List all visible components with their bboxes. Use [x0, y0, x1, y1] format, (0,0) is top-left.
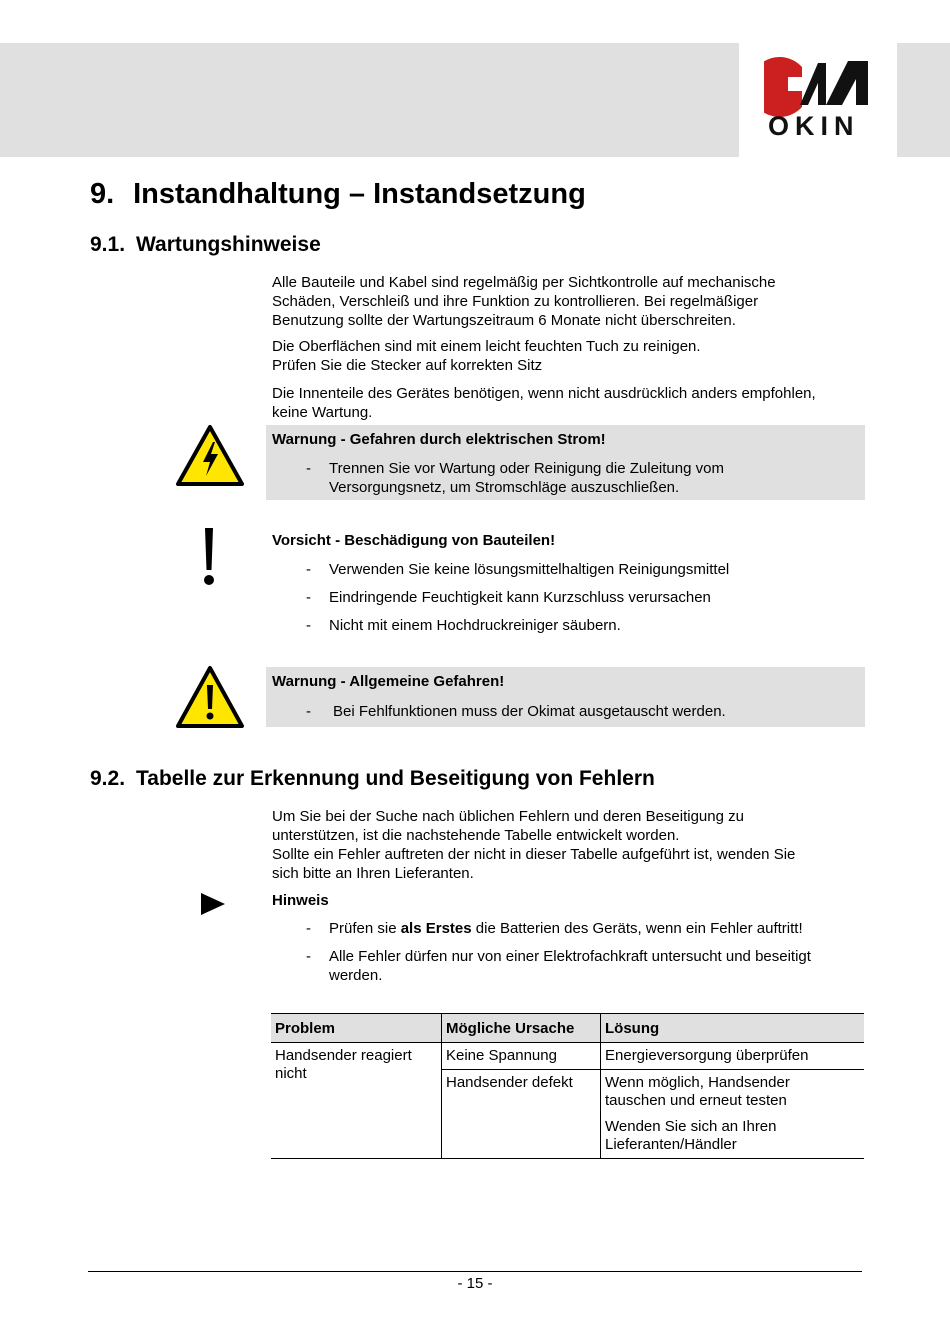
- text-line: Sollte ein Fehler auftreten der nicht in dieser Tabelle aufgeführt ist, wenden Sie: [272, 846, 796, 863]
- solution-cell: [601, 1070, 865, 1115]
- column-header: Mögliche Ursache: [442, 1014, 601, 1043]
- text-line: Wenn möglich, Handsender: [605, 1074, 790, 1091]
- dash: -: [306, 920, 311, 937]
- fault-table-intro: [272, 807, 862, 883]
- fault-table: [271, 1013, 864, 1159]
- text-line: Die Innenteile des Gerätes benötigen, wenn nicht ausdrücklich anders empfohlen,: [272, 385, 816, 402]
- subsection-number: 9.1.: [90, 233, 126, 256]
- dash: -: [306, 948, 311, 965]
- text-line: Alle Bauteile und Kabel sind regelmäßig per Sichtkontrolle auf mechanische: [272, 274, 776, 291]
- caution-title: Vorsicht - Beschädigung von Bauteilen!: [272, 532, 556, 549]
- text-line: Versorgungsnetz, um Stromschläge auszuschließen.: [329, 479, 680, 496]
- dash: -: [306, 561, 311, 578]
- text-line: keine Wartung.: [272, 404, 373, 421]
- text-line: Alle Fehler dürfen nur von einer Elektrofachkraft untersucht und beseitigt: [329, 948, 811, 965]
- header-band: [0, 43, 739, 157]
- note-text-part: Prüfen sie: [329, 920, 401, 937]
- subsection-title-text: Wartungshinweise: [136, 233, 321, 256]
- general-warning-box: [266, 667, 865, 727]
- subsection-title-text: Tabelle zur Erkennung und Beseitigung von Fehlern: [136, 767, 655, 790]
- problem-cell: [271, 1043, 442, 1159]
- electrical-hazard-icon: [175, 424, 245, 487]
- dash: -: [306, 617, 311, 634]
- logo-text: OKIN: [768, 111, 860, 141]
- caution-item-text: Eindringende Feuchtigkeit kann Kurzschluss verursachen: [329, 589, 711, 606]
- text-line: Handsender reagiert: [275, 1047, 412, 1064]
- note-text-part: die Batterien des Geräts, wenn ein Fehler auftritt!: [471, 920, 803, 937]
- column-header: Problem: [271, 1014, 442, 1043]
- text-line: Prüfen Sie die Stecker auf korrekten Sitz: [272, 357, 543, 374]
- maintenance-paragraph-1: [272, 273, 862, 330]
- text-line: Die Oberflächen sind mit einem leicht feuchten Tuch zu reinigen.: [272, 338, 701, 355]
- text-line: unterstützen, ist die nachstehende Tabelle entwickelt worden.: [272, 827, 680, 844]
- section-number: 9.: [90, 178, 115, 210]
- exclamation-icon: [198, 526, 220, 588]
- warning-title: Warnung - Gefahren durch elektrischen Strom!: [272, 431, 606, 448]
- cause-cell: Handsender defekt: [442, 1070, 601, 1159]
- caution-item-text: Nicht mit einem Hochdruckreiniger säubern.: [329, 617, 621, 634]
- subsection-number: 9.2.: [90, 767, 126, 790]
- section-title-text: Instandhaltung – Instandsetzung: [133, 178, 586, 210]
- note-title: Hinweis: [272, 892, 329, 909]
- text-line: Benutzung sollte der Wartungszeitraum 6 Monate nicht überschreiten.: [272, 312, 736, 329]
- subsection-9-1-title: [90, 233, 321, 257]
- text-line: Wenden Sie sich an Ihren: [605, 1118, 777, 1135]
- text-line: nicht: [275, 1065, 307, 1082]
- warning-title: Warnung - Allgemeine Gefahren!: [272, 673, 505, 690]
- section-title: [90, 178, 586, 211]
- caution-item-text: Verwenden Sie keine lösungsmittelhaltigen Reinigungsmittel: [329, 561, 730, 578]
- note-text-bold: als Erstes: [400, 920, 472, 937]
- column-header: Lösung: [601, 1014, 865, 1043]
- text-line: Trennen Sie vor Wartung oder Reinigung die Zuleitung vom: [329, 460, 724, 477]
- text-line: tauschen und erneut testen: [605, 1092, 787, 1109]
- warning-item-text: Bei Fehlfunktionen muss der Okimat ausgetauscht werden.: [333, 703, 726, 720]
- text-line: Um Sie bei der Suche nach üblichen Fehlern und deren Beseitigung zu: [272, 808, 744, 825]
- electrical-warning-box: [266, 425, 865, 500]
- text-line: Schäden, Verschleiß und ihre Funktion zu kontrollieren. Bei regelmäßiger: [272, 293, 759, 310]
- text-line: sich bitte an Ihren Lieferanten.: [272, 865, 474, 882]
- text-line: werden.: [329, 967, 383, 984]
- dash: -: [306, 703, 311, 720]
- general-warning-icon: [175, 665, 245, 729]
- text-line: Lieferanten/Händler: [605, 1136, 737, 1153]
- dash: -: [306, 589, 311, 606]
- page-number: - 15 -: [457, 1275, 493, 1292]
- maintenance-paragraph-3: [272, 384, 862, 422]
- subsection-9-2-title: [90, 767, 655, 791]
- table-header-row: [271, 1014, 864, 1043]
- table-row: [271, 1043, 864, 1070]
- footer-divider: [88, 1271, 862, 1272]
- maintenance-paragraph-2: [272, 337, 862, 375]
- solution-cell: Energieversorgung überprüfen: [601, 1043, 865, 1070]
- solution-cell: [601, 1114, 865, 1159]
- dash: -: [306, 460, 311, 477]
- cause-cell: Keine Spannung: [442, 1043, 601, 1070]
- arrow-right-icon: [200, 892, 226, 916]
- header-band-right: [897, 43, 950, 157]
- note-item-text: [329, 919, 869, 938]
